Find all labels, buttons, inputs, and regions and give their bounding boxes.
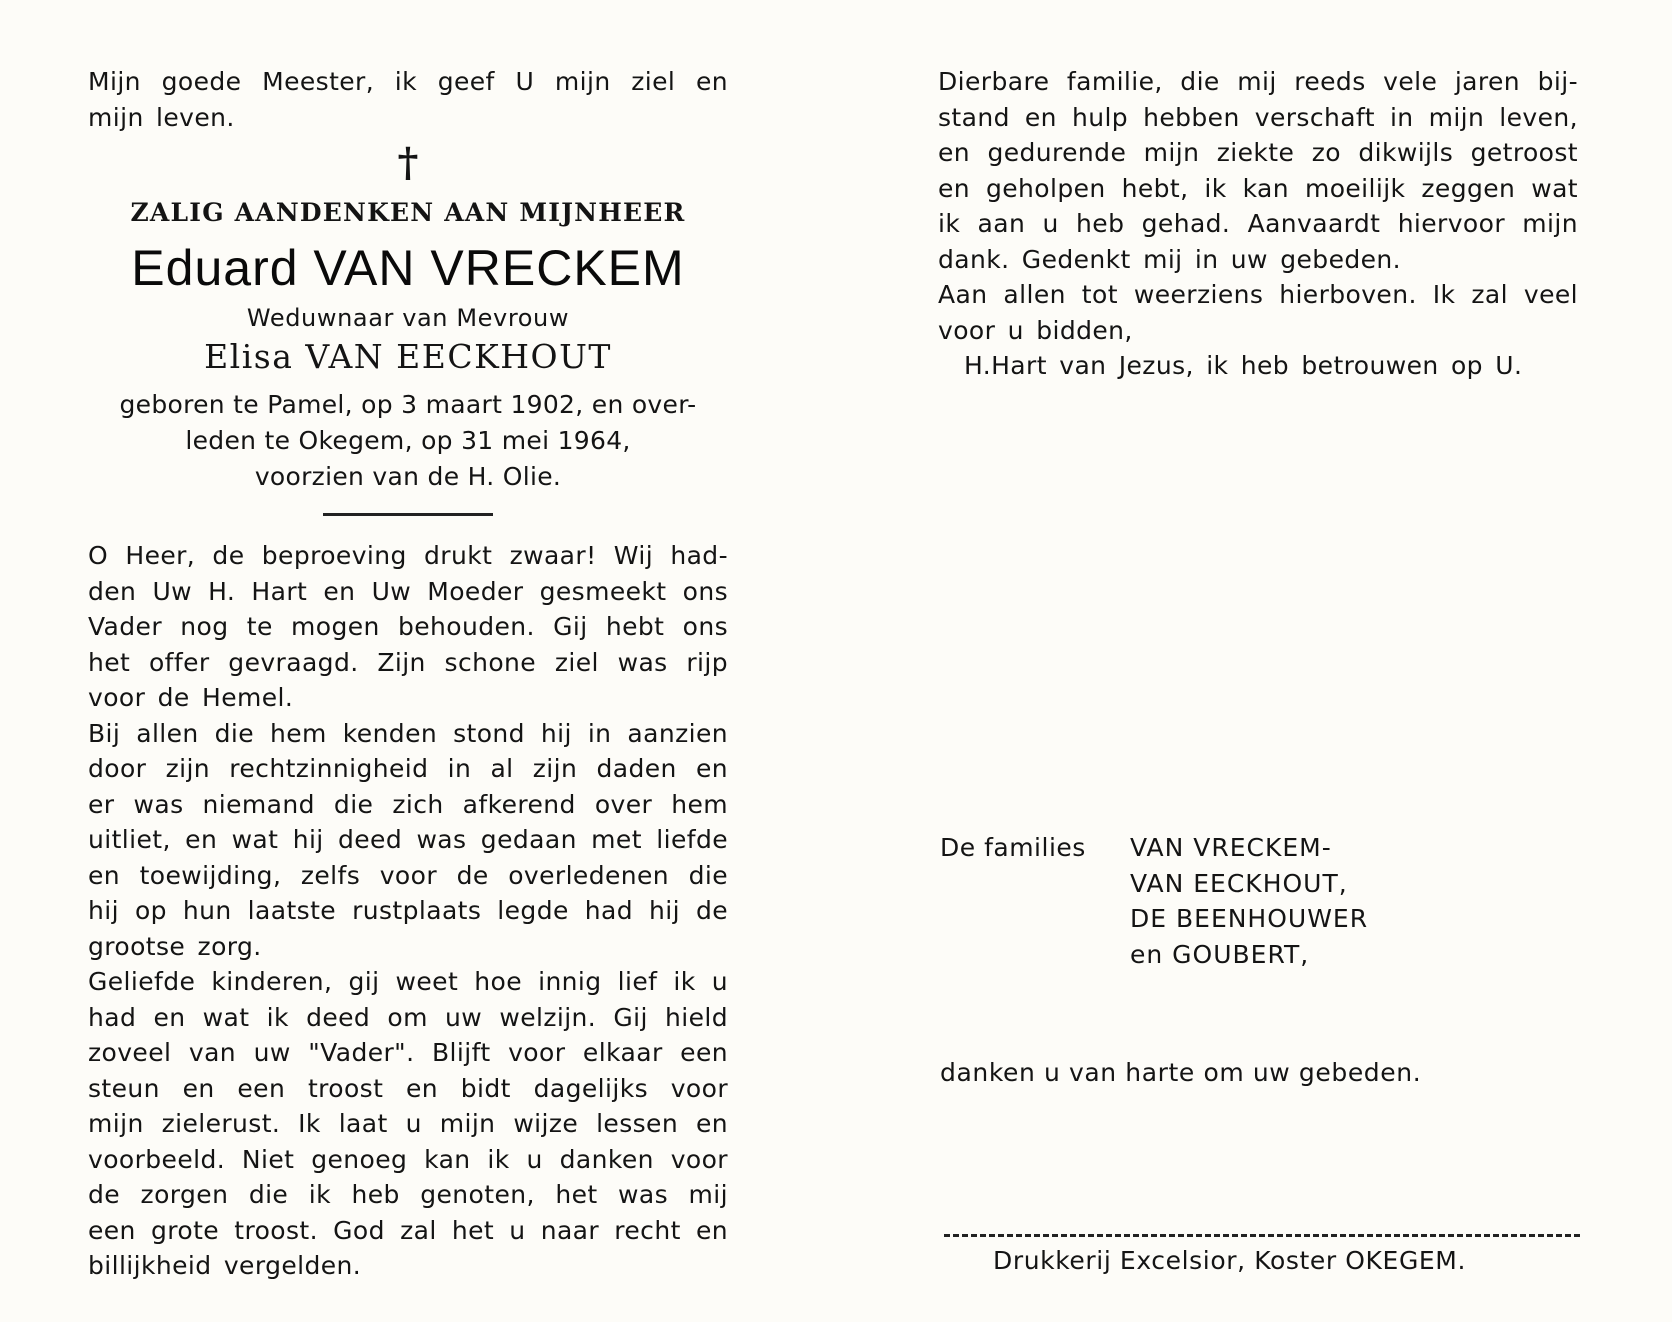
cross-icon: † xyxy=(397,139,419,186)
left-panel xyxy=(88,64,728,1284)
text-line: Bij allen die hem kenden stond hij in aanzien xyxy=(88,718,728,748)
dates-line: geboren te Pamel, op 3 maart 1902, en over- xyxy=(119,390,697,419)
dashed-divider xyxy=(944,1234,1580,1237)
family-name: VAN EECKHOUT, xyxy=(1130,868,1348,898)
text-line: een grote troost. God zal het u naar recht en xyxy=(88,1215,728,1245)
thanks-line: danken u van harte om uw gebeden. xyxy=(940,1058,1422,1087)
text-line: grootse zorg. xyxy=(88,931,262,961)
text-line: mijn zielerust. Ik laat u mijn wijze lessen en xyxy=(88,1109,728,1138)
text-line: hij op hun laatste rustplaats legde had hij de xyxy=(88,896,728,925)
text-line: voor u bidden, xyxy=(938,315,1133,345)
text-line: er was niemand die zich afkerend over hem xyxy=(88,789,728,819)
text-line: steun en een troost en bidt dagelijks voor xyxy=(88,1073,728,1103)
text-line: den Uw H. Hart en Uw Moeder gesmeekt ons xyxy=(88,576,728,606)
paragraph xyxy=(938,277,1578,348)
text-line: voor de Hemel. xyxy=(88,683,294,712)
text-line: stand en hulp hebben verschaft in mijn leven, xyxy=(938,102,1578,132)
right-panel xyxy=(938,64,1578,384)
paragraph xyxy=(88,716,728,965)
paragraph xyxy=(938,64,1578,277)
text-line: Geliefde kinderen, gij weet hoe innig lief ik u xyxy=(88,967,728,996)
text-line: uitliet, en wat hij deed was gedaan met liefde xyxy=(88,825,728,854)
text-line: en toewijding, zelfs voor de overledenen die xyxy=(88,860,728,890)
paragraph xyxy=(88,538,728,716)
text-line: door zijn rechtzinnigheid in al zijn daden en xyxy=(88,754,728,783)
dates-line: voorzien van de H. Olie. xyxy=(254,462,562,491)
text-line: voorbeeld. Niet genoeg kan ik u danken voor xyxy=(88,1144,728,1174)
text-line: billijkheid vergelden. xyxy=(88,1251,362,1280)
text-line: en gedurende mijn ziekte zo dikwijls getroost xyxy=(938,138,1578,167)
text-line: zoveel van uw "Vader". Blijft voor elkaar een xyxy=(88,1038,728,1067)
printer-credit: Drukkerij Excelsior, Koster OKEGEM. xyxy=(993,1246,1467,1275)
families-label: De families xyxy=(940,833,1086,862)
text-line: de zorgen die ik heb genoten, het was mij xyxy=(88,1180,728,1209)
text-line: het offer gevraagd. Zijn schone ziel was rijp xyxy=(88,647,728,677)
paragraph xyxy=(88,964,728,1284)
divider xyxy=(323,513,493,516)
text-line: O Heer, de beproeving drukt zwaar! Wij had- xyxy=(88,541,728,570)
text-line: en geholpen hebt, ik kan moeilijk zeggen wat xyxy=(938,173,1578,203)
deceased-name: Eduard VAN VRECKEM xyxy=(131,240,685,296)
text-line: Vader nog te mogen behouden. Gij hebt ons xyxy=(88,612,728,641)
text-line: Dierbare familie, die mij reeds vele jaren bij- xyxy=(938,67,1578,96)
widower-of: Weduwnaar van Mevrouw xyxy=(246,304,570,332)
life-dates xyxy=(88,387,728,495)
memorial-heading: ZALIG AANDENKEN AAN MIJNHEER xyxy=(130,198,686,227)
text-line: dank. Gedenkt mij in uw gebeden. xyxy=(938,244,1401,274)
wife-name: Elisa VAN EECKHOUT xyxy=(204,337,612,376)
intro-line: mijn leven. xyxy=(88,102,235,132)
family-names xyxy=(1130,830,1368,972)
closing-prayer: H.Hart van Jezus, ik heb betrouwen op U. xyxy=(964,351,1523,380)
dates-line: leden te Okegem, op 31 mei 1964, xyxy=(185,426,631,455)
family-name: VAN VRECKEM- xyxy=(1130,833,1332,862)
family-name: DE BEENHOUWER xyxy=(1130,904,1369,933)
text-line: Aan allen tot weerziens hierboven. Ik zal veel xyxy=(938,280,1578,309)
intro-line: Mijn goede Meester, ik geef U mijn ziel en xyxy=(88,67,728,96)
text-line: had en wat ik deed om uw welzijn. Gij hield xyxy=(88,1002,728,1032)
text-line: ik aan u heb gehad. Aanvaardt hiervoor mijn xyxy=(938,209,1578,238)
family-name: en GOUBERT, xyxy=(1130,939,1310,969)
